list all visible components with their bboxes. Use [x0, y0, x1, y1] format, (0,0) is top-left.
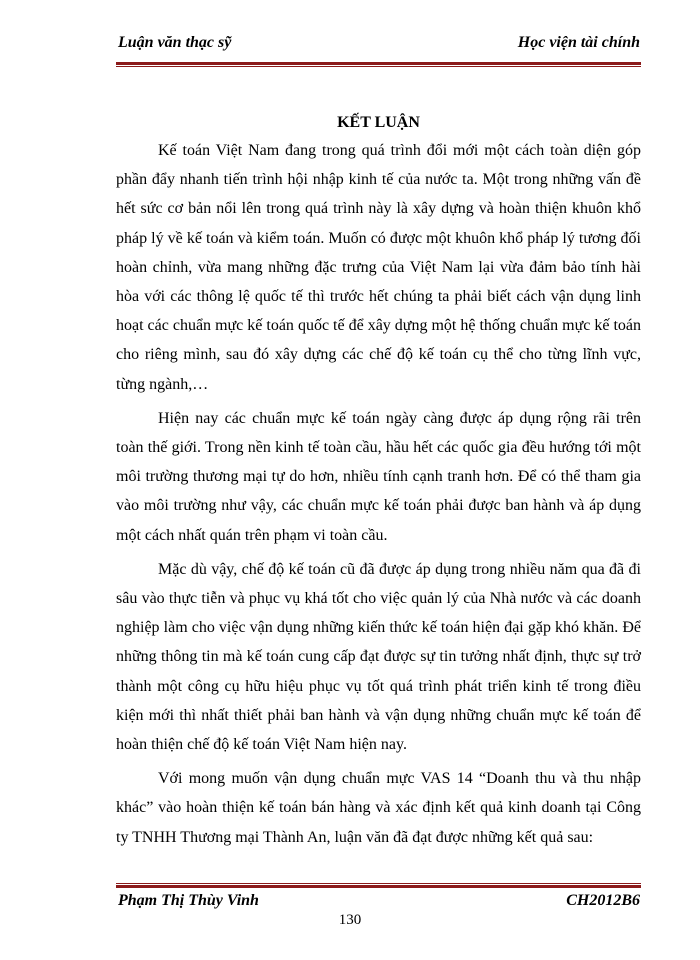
- header-rule: [116, 62, 641, 67]
- footer-rule: [116, 883, 641, 888]
- header-thesis-type: Luận văn thạc sỹ: [118, 34, 232, 51]
- paragraph: Kế toán Việt Nam đang trong quá trình đổi mới một cách toàn diện góp phần đẩy nhanh tiến trình hội nhập kinh tế của nước ta. Một trong những vấn đề hết sức cơ bản nổi lên trong quá trình này là xây dựng và hoàn thiện khuôn khổ pháp lý về kế toán và kiểm toán. Muốn có được một khuôn khổ pháp lý tương đối hoàn chỉnh, vừa mang những đặc trưng của Việt Nam lại vừa đảm bảo tính hài hòa với các thông lệ quốc tế thì trước hết chúng ta phải biết cách vận dụng linh hoạt các chuẩn mực kế toán quốc tế để xây dựng một hệ thống chuẩn mực kế toán cho riêng mình, sau đó xây dựng các chế độ kế toán cụ thể cho từng lĩnh vực, từng ngành,…: [116, 142, 641, 393]
- body-text: [116, 136, 641, 857]
- paragraph: Với mong muốn vận dụng chuẩn mực VAS 14 “Doanh thu và thu nhập khác” vào hoàn thiện kế toán bán hàng và xác định kết quả kinh doanh tại Công ty TNHH Thương mại Thành An, luận văn đã đạt được những kết quả sau:: [116, 770, 641, 846]
- section-title: KẾT LUẬN: [337, 114, 420, 131]
- paragraph: Hiện nay các chuẩn mực kế toán ngày càng được áp dụng rộng rãi trên toàn thế giới. Trong nền kinh tế toàn cầu, hầu hết các quốc gia đều hướng tới một môi trường thương mại tự do hơn, nhiều tính cạnh tranh hơn. Để có thể tham gia vào môi trường như vậy, các chuẩn mực kế toán phải được ban hành và áp dụng một cách nhất quán trên phạm vi toàn cầu.: [116, 409, 641, 544]
- paragraph: Mặc dù vậy, chế độ kế toán cũ đã được áp dụng trong nhiều năm qua đã đi sâu vào thực tiễn và phục vụ khá tốt cho việc quản lý của Nhà nước và các doanh nghiệp làm cho việc vận dụng những kiến thức kế toán hiện đại gặp khó khăn. Để những thông tin mà kế toán cung cấp đạt được sự tin tưởng nhất định, thực sự trở thành một công cụ hữu hiệu phục vụ tốt quá trình phát triển kinh tế trong điều kiện mới thì nhất thiết phải ban hành và vận dụng những chuẩn mực kế toán để hoàn thiện chế độ kế toán Việt Nam hiện nay.: [116, 560, 641, 754]
- page-header: [118, 30, 640, 54]
- header-institution: Học viện tài chính: [517, 34, 640, 51]
- page-number: 130: [338, 912, 362, 928]
- footer-author: Phạm Thị Thùy Vinh: [118, 892, 259, 909]
- footer-class-code: CH2012B6: [566, 892, 640, 909]
